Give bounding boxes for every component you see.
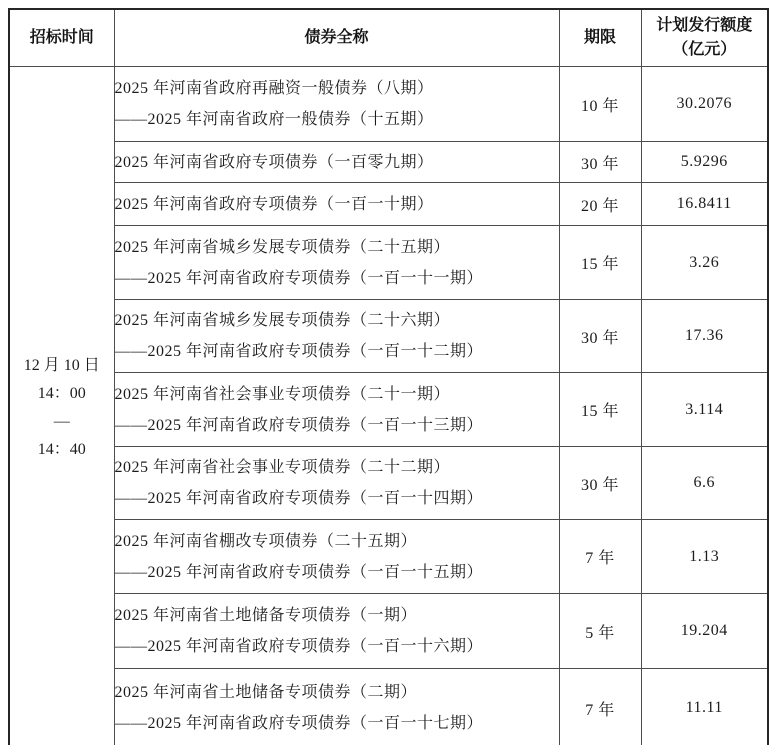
amount-cell: 16.8411 <box>641 183 768 226</box>
bond-name-cell <box>114 520 559 594</box>
amount-cell: 3.26 <box>641 226 768 300</box>
term-cell: 5 年 <box>559 594 641 669</box>
bond-name-cell <box>114 183 559 226</box>
bid-date: 12 月 10 日 <box>23 356 100 374</box>
header-term-label: 期限 <box>583 29 616 46</box>
table-row <box>9 142 768 183</box>
table-row <box>9 183 768 226</box>
amount-cell: 3.114 <box>641 373 768 447</box>
bond-name-line1: 2025 年河南省城乡发展专项债券（二十五期） <box>114 238 451 256</box>
header-bid-time <box>9 9 114 67</box>
bond-name-cell <box>114 373 559 447</box>
term-cell: 30 年 <box>559 300 641 373</box>
bond-name-line2: ——2025 年河南省政府专项债券（一百一十四期） <box>114 490 484 507</box>
amount-cell: 6.6 <box>641 447 768 520</box>
bond-name-cell <box>114 67 559 142</box>
table-row <box>9 520 768 594</box>
bond-name-line2: ——2025 年河南省政府专项债券（一百一十六期） <box>114 638 484 655</box>
bond-name-line1: 2025 年河南省社会事业专项债券（二十二期） <box>114 459 451 476</box>
header-bid-time-label: 招标时间 <box>29 29 94 46</box>
bond-name-line2: ——2025 年河南省政府一般债券（十五期） <box>114 111 434 128</box>
bond-name-line1: 2025 年河南省政府再融资一般债券（八期） <box>114 80 434 97</box>
term-cell: 7 年 <box>559 520 641 594</box>
bond-name-cell <box>114 300 559 373</box>
bond-name-cell <box>114 669 559 745</box>
table-row <box>9 67 768 142</box>
term-cell: 7 年 <box>559 669 641 745</box>
header-amount <box>641 9 768 67</box>
bond-name-cell <box>114 447 559 520</box>
amount-cell: 5.9296 <box>641 142 768 183</box>
bond-issuance-table <box>8 8 769 745</box>
table-row <box>9 447 768 520</box>
bond-name-line2: ——2025 年河南省政府专项债券（一百一十七期） <box>114 715 484 732</box>
table-row <box>9 226 768 300</box>
bond-name-line2: ——2025 年河南省政府专项债券（一百一十五期） <box>114 563 484 581</box>
bid-time-text <box>10 353 114 462</box>
amount-cell: 19.204 <box>641 594 768 669</box>
bond-name-line1: 2025 年河南省社会事业专项债券（二十一期） <box>114 385 451 403</box>
bond-name-cell <box>114 226 559 300</box>
bid-end-time: 14：40 <box>37 440 86 458</box>
term-cell: 15 年 <box>559 373 641 447</box>
table-row <box>9 594 768 669</box>
bond-name-line1: 2025 年河南省城乡发展专项债券（二十六期） <box>114 312 451 329</box>
term-cell: 20 年 <box>559 183 641 226</box>
bond-name-line1: 2025 年河南省土地储备专项债券（二期） <box>114 684 418 701</box>
term-cell: 10 年 <box>559 67 641 142</box>
bond-name-line2: ——2025 年河南省政府专项债券（一百一十二期） <box>114 343 484 360</box>
header-bond-name-label: 债券全称 <box>304 29 369 46</box>
bond-name-line1: 2025 年河南省土地储备专项债券（一期） <box>114 607 418 624</box>
amount-cell: 30.2076 <box>641 67 768 142</box>
bid-time-cell <box>9 67 114 745</box>
bond-name-line2: ——2025 年河南省政府专项债券（一百一十一期） <box>114 269 484 287</box>
header-amount-line2: （亿元） <box>672 41 737 58</box>
header-term <box>559 9 641 67</box>
bond-name-line1: 2025 年河南省棚改专项债券（二十五期） <box>114 532 418 550</box>
bond-name-line1: 2025 年河南省政府专项债券（一百零九期） <box>114 153 434 171</box>
amount-cell: 11.11 <box>641 669 768 745</box>
header-bond-name <box>114 9 559 67</box>
header-row <box>9 9 768 67</box>
bond-name-line2: ——2025 年河南省政府专项债券（一百一十三期） <box>114 416 484 434</box>
table-row <box>9 300 768 373</box>
table-row <box>9 669 768 745</box>
bid-time-dash: — <box>53 412 70 430</box>
term-cell: 15 年 <box>559 226 641 300</box>
amount-cell: 17.36 <box>641 300 768 373</box>
bond-name-cell <box>114 594 559 669</box>
table-row <box>9 373 768 447</box>
header-amount-line1: 计划发行额度 <box>656 17 753 34</box>
bid-start-time: 14：00 <box>37 384 86 402</box>
term-cell: 30 年 <box>559 447 641 520</box>
amount-cell: 1.13 <box>641 520 768 594</box>
bond-name-line1: 2025 年河南省政府专项债券（一百一十期） <box>114 195 434 213</box>
term-cell: 30 年 <box>559 142 641 183</box>
bond-name-cell <box>114 142 559 183</box>
